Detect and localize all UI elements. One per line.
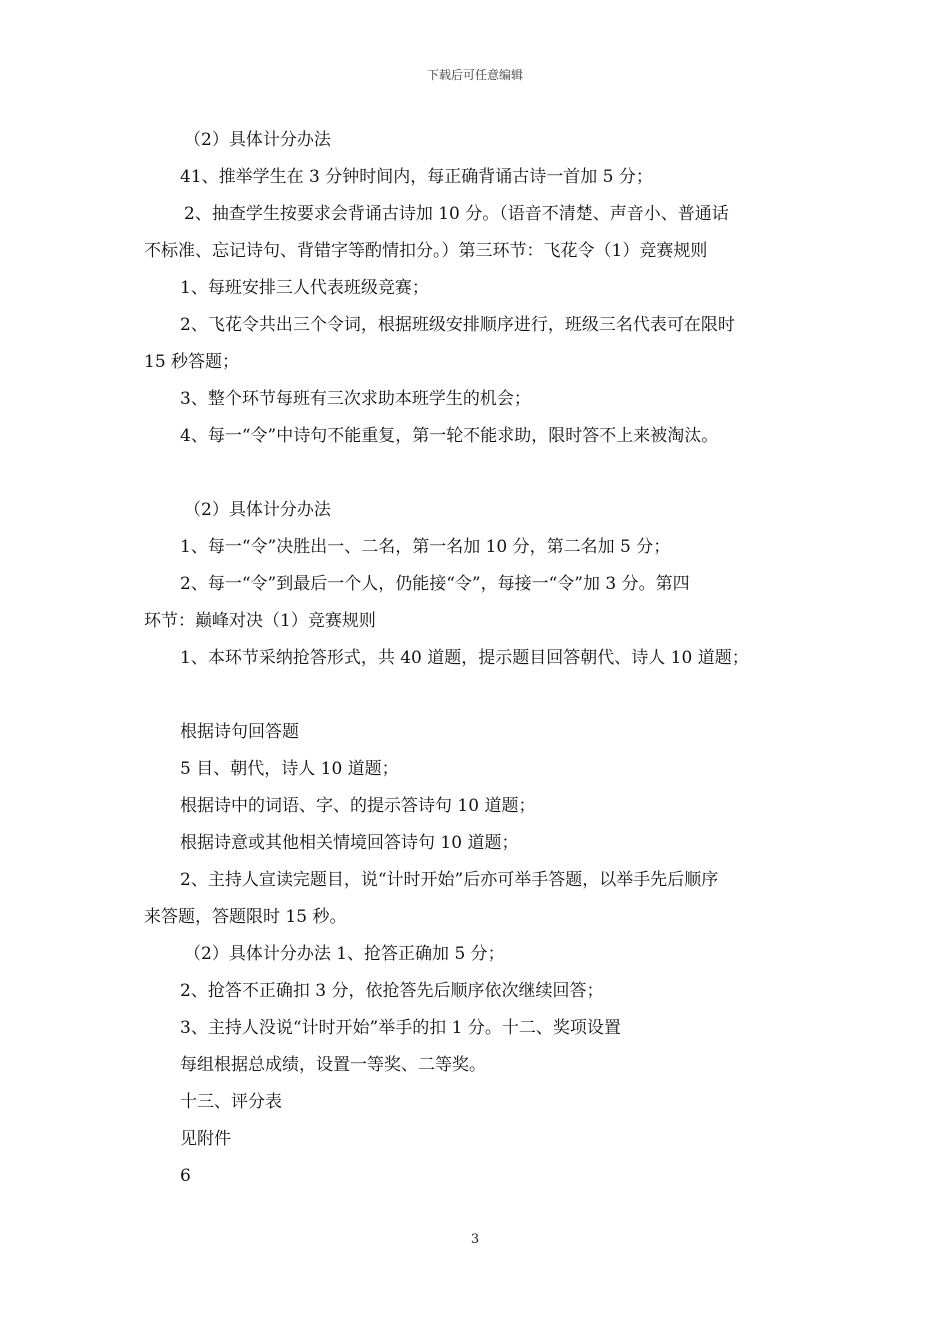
paragraph-line: 5 目、朝代，诗人 10 道题； [180, 759, 399, 779]
page-number: 3 [470, 1232, 480, 1247]
section-heading: （2）具体计分办法 [184, 130, 331, 150]
paragraph-line: 2、飞花令共出三个令词，根据班级安排顺序进行，班级三名代表可在限时 [180, 315, 735, 335]
paragraph-line: 1、本环节采纳抢答形式，共 40 道题，提示题目回答朝代、诗人 10 道题； [180, 648, 749, 668]
section-heading: （2）具体计分办法 [184, 500, 331, 520]
paragraph-line: 1、每班安排三人代表班级竞赛； [180, 278, 429, 298]
paragraph-line: 根据诗中的词语、字、的提示答诗句 10 道题； [180, 796, 536, 816]
paragraph-line: 4、每一“令”中诗句不能重复，第一轮不能求助，限时答不上来被淘汰。 [180, 426, 719, 446]
document-body [144, 122, 809, 1195]
paragraph-line: 3、主持人没说“计时开始”举手的扣 1 分。十二、奖项设置 [180, 1018, 621, 1038]
paragraph-line: 根据诗句回答题 [180, 722, 299, 742]
paragraph-line: 2、每一“令”到最后一个人，仍能接“令”，每接一“令”加 3 分。第四 [180, 574, 690, 594]
paragraph-line: 15 秒答题； [144, 352, 240, 372]
paragraph-line: （2）具体计分办法 1、抢答正确加 5 分； [184, 944, 505, 964]
paragraph-line: 1、每一“令”决胜出一、二名，第一名加 10 分，第二名加 5 分； [180, 537, 671, 557]
page-header: 下载后可任意编辑 [426, 68, 523, 82]
section-heading: 十三、评分表 [180, 1092, 282, 1112]
paragraph-line: 6 [180, 1166, 191, 1186]
paragraph-line: 3、整个环节每班有三次求助本班学生的机会； [180, 389, 531, 409]
paragraph-line: 根据诗意或其他相关情境回答诗句 10 道题； [180, 833, 519, 853]
paragraph-line: 41、推举学生在 3 分钟时间内，每正确背诵古诗一首加 5 分； [180, 167, 653, 187]
paragraph-line: 2、抢答不正确扣 3 分，依抢答先后顺序依次继续回答； [180, 981, 604, 1001]
paragraph-line: 见附件 [180, 1129, 231, 1149]
paragraph-line: 2、抽查学生按要求会背诵古诗加 10 分。（语音不清楚、声音小、普通话 [184, 204, 729, 224]
paragraph-line: 每组根据总成绩，设置一等奖、二等奖。 [180, 1055, 486, 1075]
paragraph-line: 2、主持人宣读完题目，说“计时开始”后亦可举手答题，以举手先后顺序 [180, 870, 719, 890]
paragraph-line: 来答题，答题限时 15 秒。 [144, 907, 347, 927]
paragraph-line: 环节：巅峰对决（1）竞赛规则 [144, 611, 376, 631]
paragraph-line: 不标准、忘记诗句、背错字等酌情扣分。）第三环节：飞花令（1）竞赛规则 [144, 241, 708, 261]
blank-line [144, 677, 809, 714]
blank-line [144, 455, 809, 492]
